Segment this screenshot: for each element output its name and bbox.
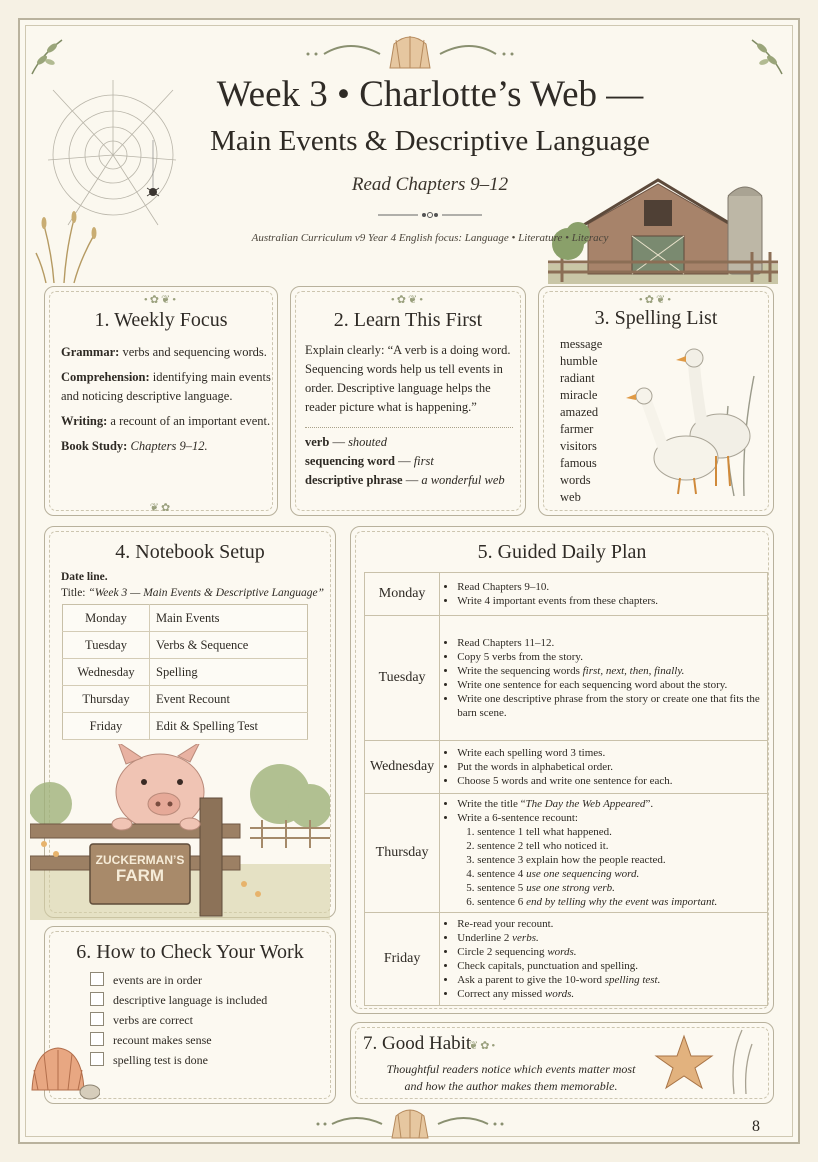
example-verb: verb — shouted — [305, 435, 387, 449]
plan-wednesday-tasks — [440, 741, 768, 794]
spelling-word: visitors — [560, 439, 597, 453]
plan-day-wednesday: Wednesday — [365, 741, 440, 794]
list-item: • Write a 6-sentence recount: 1. sentence 1 tell what happened. 2. sentence 2 tell who noticed it. 3. sentence 3 explain how the people reacted. 4. sentence 4 use one sequencing word. 5. sentence 5 use one strong verb. 6. sentence 6 end by telling why the event was important. — [457, 811, 762, 909]
checkbox[interactable] — [90, 972, 104, 986]
list-item: • Write 4 important events from these chapters. — [457, 594, 762, 608]
good-habit-title: 7. Good Habit — [363, 1033, 472, 1054]
list-item: 4. sentence 4 use one sequencing word. — [477, 867, 762, 881]
checklist-item[interactable]: descriptive language is included — [90, 992, 267, 1008]
checklist-item[interactable]: recount makes sense — [90, 1032, 212, 1048]
starfish-icon — [654, 1026, 754, 1096]
list-item: • Re-read your recount. — [457, 917, 762, 931]
list-item: 3. sentence 3 explain how the people reacted. — [477, 853, 762, 867]
focus-grammar: Grammar: verbs and sequencing words. — [61, 345, 267, 359]
list-item: • Check capitals, punctuation and spelling. — [457, 959, 762, 973]
good-habit-line1: Thoughtful readers notice which events matter most — [386, 1062, 636, 1076]
list-item: 1. sentence 1 tell what happened. — [477, 825, 762, 839]
pig-farm-illustration — [30, 744, 330, 920]
list-item: • Copy 5 verbs from the story. — [457, 650, 762, 664]
plan-friday-tasks — [440, 913, 768, 1006]
notebook-day: Wednesday — [63, 659, 150, 686]
notebook-day: Tuesday — [63, 632, 150, 659]
list-item: • Ask a parent to give the 10-word spelling test. — [457, 973, 762, 987]
spelling-word: humble — [560, 354, 598, 368]
spelling-word: words — [560, 473, 591, 487]
spelling-word: radiant — [560, 371, 595, 385]
notebook-task: Main Events — [150, 605, 308, 632]
good-habit-text — [361, 1061, 661, 1095]
list-item: • Choose 5 words and write one sentence for each. — [457, 774, 762, 788]
plan-day-thursday: Thursday — [365, 794, 440, 913]
shell-ornament-top-icon — [300, 30, 520, 74]
list-item: • Write one sentence for each sequencing word about the story. — [457, 678, 762, 692]
focus-book-study: Book Study: Chapters 9–12. — [61, 439, 208, 453]
page-title: Week 3 • Charlotte’s Web — — [216, 74, 644, 115]
table-row — [365, 616, 768, 741]
spelling-word: farmer — [560, 422, 594, 436]
list-item: • Write the sequencing words first, next, then, finally. — [457, 664, 762, 678]
plan-thursday-tasks — [440, 794, 768, 913]
weekly-focus-title: 1. Weekly Focus — [94, 309, 228, 331]
page-number: 8 — [752, 1118, 760, 1135]
checklist-item[interactable]: verbs are correct — [90, 1012, 193, 1028]
table-row — [63, 632, 308, 659]
spelling-words — [560, 336, 602, 506]
weekly-focus-list — [61, 343, 271, 456]
divider-ornament-icon — [378, 208, 482, 222]
learn-first-title: 2. Learn This First — [333, 309, 483, 331]
page-subtitle: Main Events & Descriptive Language — [210, 125, 650, 157]
corner-vine-top-right-icon — [742, 34, 786, 78]
notebook-table — [62, 604, 308, 740]
spelling-list-title: 3. Spelling List — [594, 307, 718, 329]
list-item: 6. sentence 6 end by telling why the event was important. — [477, 895, 762, 909]
spelling-word: web — [560, 490, 581, 504]
date-line: Date line. — [61, 571, 108, 583]
checkbox[interactable] — [90, 1012, 104, 1026]
table-row — [63, 659, 308, 686]
notebook-task: Spelling — [150, 659, 308, 686]
notebook-title-line: Title: “Week 3 — Main Events & Descriptive Language” — [61, 587, 325, 599]
table-row — [365, 913, 768, 1006]
list-item: • Write the title “The Day the Web Appeared”. — [457, 797, 762, 811]
daily-plan-table — [364, 572, 768, 1006]
learn-examples — [305, 433, 519, 490]
list-item: • Read Chapters 11–12. — [457, 636, 762, 650]
list-item: • Underline 2 verbs. — [457, 931, 762, 945]
panel-ornament-icon: •✿❦• — [638, 294, 674, 306]
focus-comprehension: Comprehension: identifying main events and noticing descriptive language. — [61, 370, 271, 403]
spelling-word: message — [560, 337, 603, 351]
panel-ornament-bottom-icon: ❦✿ — [149, 502, 173, 514]
weekly-focus-panel — [44, 286, 278, 516]
reading-chapters: Read Chapters 9–12 — [351, 174, 509, 195]
curriculum-note: Australian Curriculum v9 Year 4 English focus: Language • Literature • Literacy — [251, 232, 609, 244]
example-descriptive-phrase: descriptive phrase — a wonderful web — [305, 473, 505, 487]
plan-day-tuesday: Tuesday — [365, 616, 440, 741]
list-item: 2. sentence 2 tell who noticed it. — [477, 839, 762, 853]
farm-sign — [90, 852, 190, 884]
panel-ornament-icon: •✿❦• — [390, 294, 426, 306]
checklist-item[interactable]: spelling test is done — [90, 1052, 208, 1068]
list-item: • Circle 2 sequencing words. — [457, 945, 762, 959]
plan-monday-tasks — [440, 573, 768, 616]
dotted-divider — [305, 427, 513, 428]
table-row — [63, 713, 308, 740]
farm-sign-line2: FARM — [115, 866, 165, 885]
notebook-task: Verbs & Sequence — [150, 632, 308, 659]
example-sequencing-word: sequencing word — first — [305, 454, 434, 468]
notebook-day: Friday — [63, 713, 150, 740]
wheat-grass-icon — [34, 205, 114, 285]
notebook-task: Event Recount — [150, 686, 308, 713]
plan-day-monday: Monday — [365, 573, 440, 616]
list-item: • Write one descriptive phrase from the story or create one that fits the barn scene. — [457, 692, 762, 720]
table-row — [63, 605, 308, 632]
list-item: • Write each spelling word 3 times. — [457, 746, 762, 760]
checklist-item[interactable]: events are in order — [90, 972, 202, 988]
learn-explanation: Explain clearly: “A verb is a doing word. Sequencing words help us tell events in order. Descriptive language helps the reader picture what is happening.” — [305, 343, 511, 414]
list-item: • Correct any missed words. — [457, 987, 762, 1001]
habit-ornament-icon: ❦✿• — [469, 1040, 498, 1052]
list-item: • Read Chapters 9–10. — [457, 580, 762, 594]
spelling-word: famous — [560, 456, 597, 470]
farm-sign-line1: ZUCKERMAN’S — [95, 853, 185, 867]
table-row — [365, 794, 768, 913]
seashells-icon — [30, 1030, 100, 1102]
plan-tuesday-tasks — [440, 616, 768, 741]
spelling-word: amazed — [560, 405, 599, 419]
plan-day-friday: Friday — [365, 913, 440, 1006]
spelling-word: miracle — [560, 388, 598, 402]
notebook-task: Edit & Spelling Test — [150, 713, 308, 740]
notebook-day: Thursday — [63, 686, 150, 713]
check-work-title: 6. How to Check Your Work — [76, 941, 304, 963]
good-habit-line2: and how the author makes them memorable. — [404, 1079, 618, 1093]
geese-icon — [624, 336, 764, 502]
focus-writing: Writing: a recount of an important event. — [61, 414, 271, 428]
corner-vine-top-left-icon — [28, 34, 72, 78]
notebook-day: Monday — [63, 605, 150, 632]
shell-ornament-bottom-icon — [312, 1106, 508, 1142]
table-row — [365, 573, 768, 616]
notebook-setup-title: 4. Notebook Setup — [115, 541, 265, 563]
checkbox[interactable] — [90, 992, 104, 1006]
learn-first-panel — [290, 286, 526, 516]
daily-plan-title: 5. Guided Daily Plan — [477, 541, 647, 563]
list-item: • Put the words in alphabetical order. — [457, 760, 762, 774]
panel-ornament-icon: •✿❦• — [143, 294, 179, 306]
table-row — [365, 741, 768, 794]
table-row — [63, 686, 308, 713]
list-item: 5. sentence 5 use one strong verb. — [477, 881, 762, 895]
